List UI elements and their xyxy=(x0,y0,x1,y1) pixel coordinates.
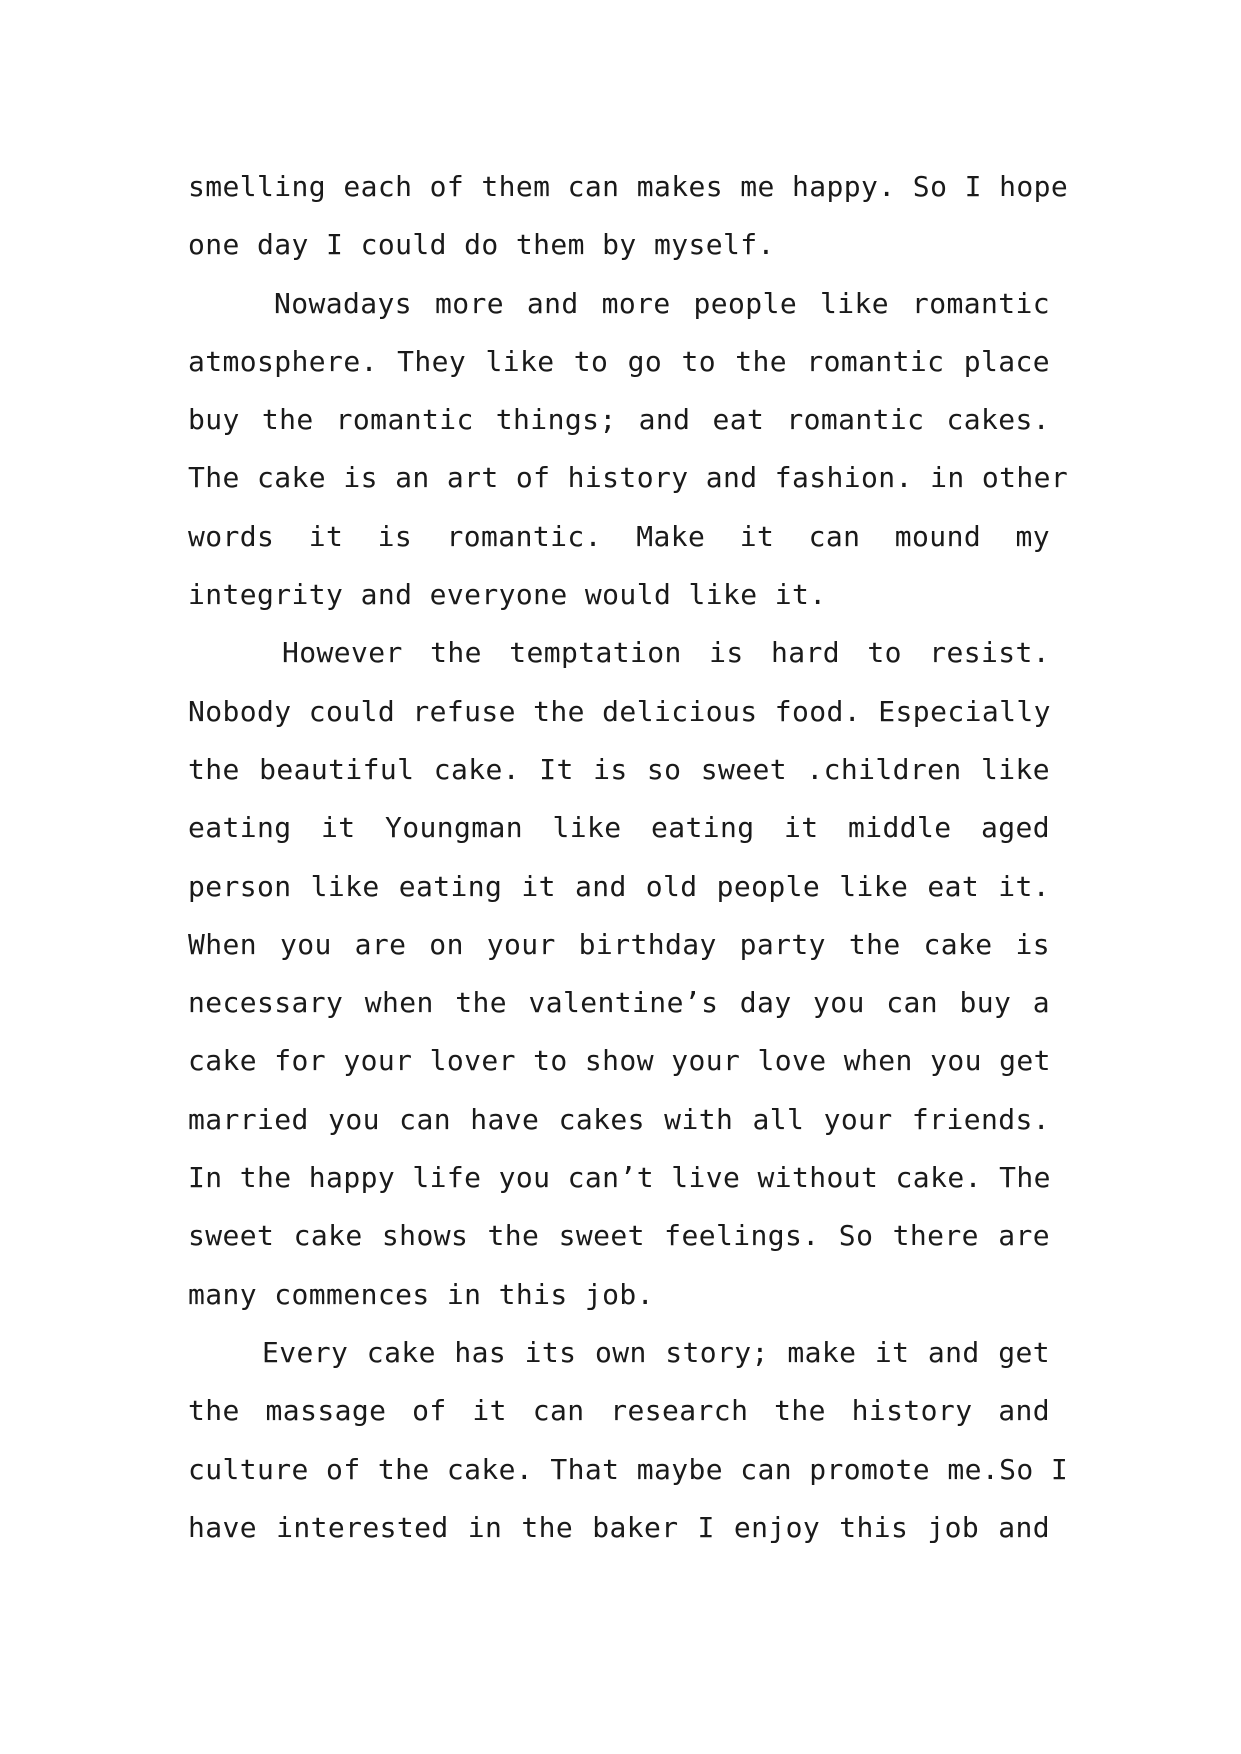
text-line: smelling each of them can makes me happy. So I hope xyxy=(188,170,1069,203)
text-line: cake for your lover to show your love when you get xyxy=(188,1044,1051,1078)
text-line: However the temptation is hard to resist. xyxy=(282,636,1050,670)
text-line: words it is romantic. Make it can mound my xyxy=(188,519,1050,553)
text-line: sweet cake shows the sweet feelings. So there are xyxy=(188,1219,1050,1253)
text-line: married you can have cakes with all your friends. xyxy=(188,1102,1050,1136)
text-line: culture of the cake. That maybe can promote me.So I xyxy=(188,1452,1069,1486)
text-line: When you are on your birthday party the cake is xyxy=(188,927,1050,961)
text-line: atmosphere. They like to go to the romantic place xyxy=(188,344,1050,378)
text-line: Nobody could refuse the delicious food. Especially xyxy=(188,694,1051,728)
text-line: person like eating it and old people like eat it. xyxy=(188,869,1050,903)
text-line: one day I could do them by myself. xyxy=(188,228,775,262)
text-line: necessary when the valentine’s day you can buy a xyxy=(188,986,1050,1020)
text-line: Nowadays more and more people like romantic xyxy=(274,286,1050,320)
text-line: many commences in this job. xyxy=(188,1277,654,1311)
text-line: integrity and everyone would like it. xyxy=(188,578,827,612)
text-line: In the happy life you can’t live without cake. The xyxy=(188,1161,1051,1195)
text-line: Every cake has its own story; make it and get xyxy=(262,1335,1050,1369)
text-line: buy the romantic things; and eat romantic cakes. xyxy=(188,403,1050,437)
text-line: have interested in the baker I enjoy this job and xyxy=(188,1510,1050,1544)
text-line: eating it Youngman like eating it middle aged xyxy=(188,811,1050,845)
text-line: the beautiful cake. It is so sweet .children like xyxy=(188,752,1050,786)
body-text xyxy=(188,158,1069,1557)
text-line: the massage of it can research the history and xyxy=(188,1394,1050,1428)
text-line: The cake is an art of history and fashion. in other xyxy=(188,461,1069,495)
